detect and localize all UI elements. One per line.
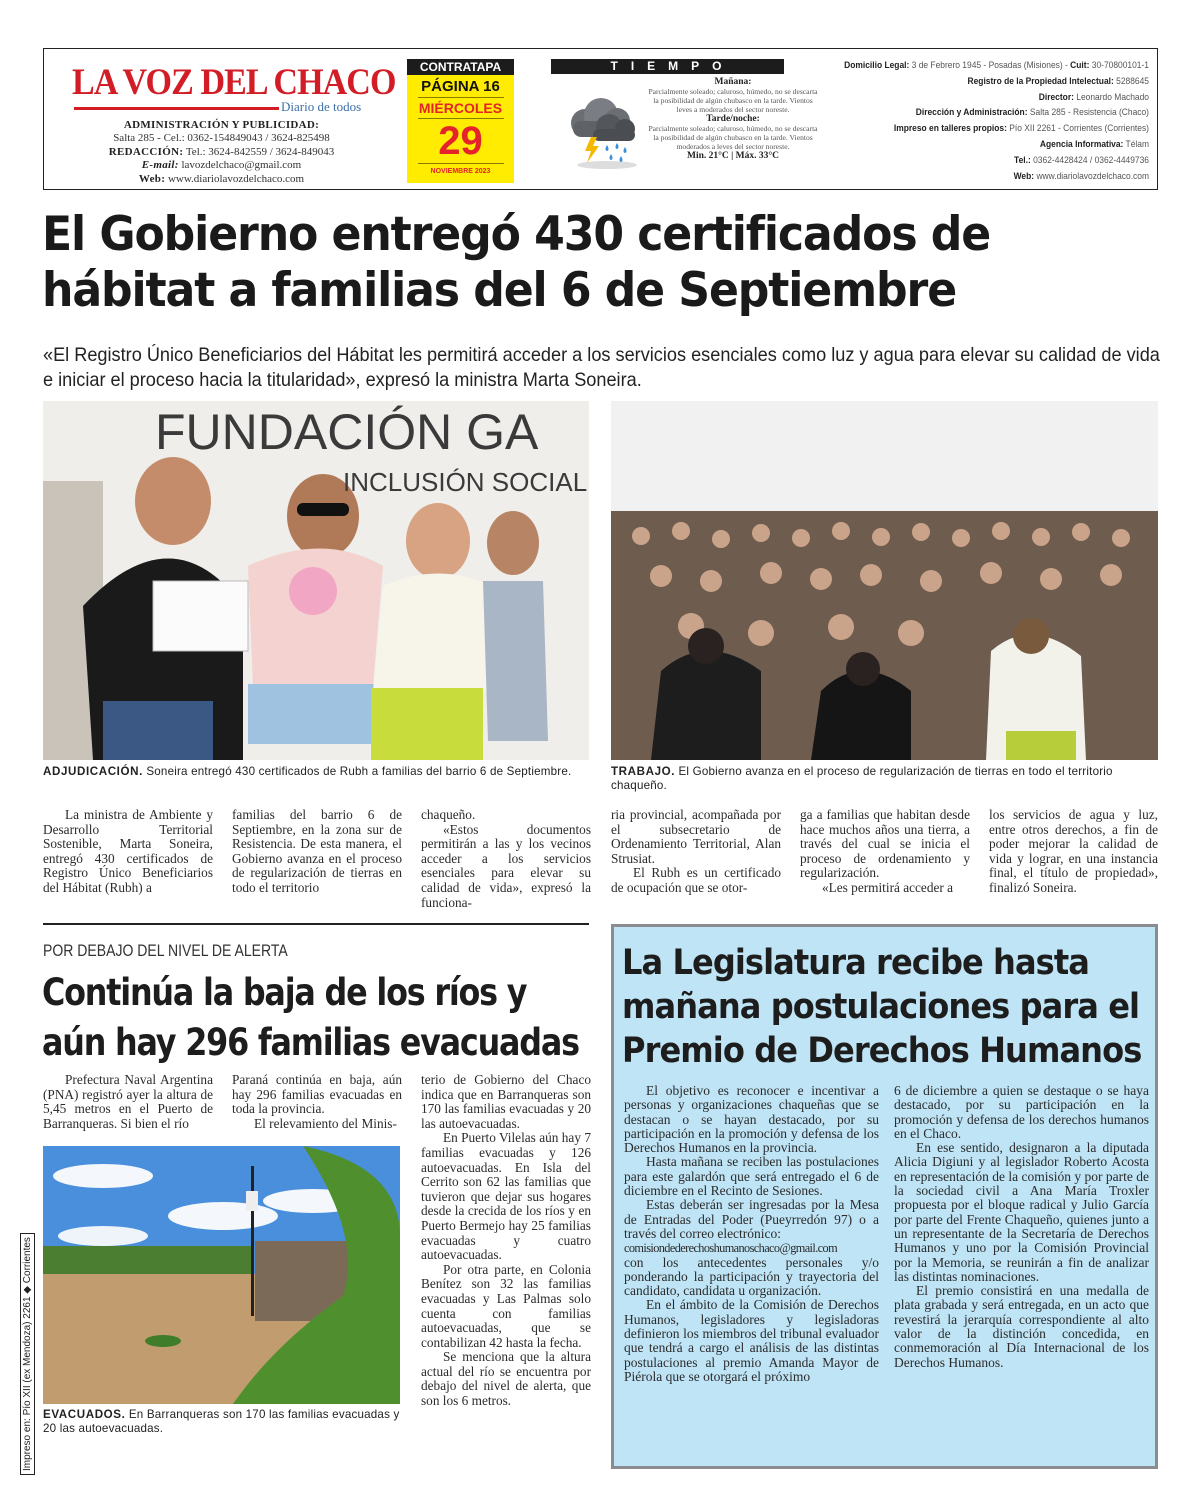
legal-value: 30-70800101-1 [1091,59,1149,70]
river-column-3 [421,1073,591,1409]
legal-info [825,57,1149,183]
photo-caption [611,765,1158,793]
month-year: NOVIEMBRE 2023 [430,168,491,175]
legal-value: 3 de Febrero 1945 - Posadas (Misiones) - [911,59,1068,70]
divider [418,163,504,164]
legal-value: Télam [1125,137,1149,149]
legal-label: Director: [1038,90,1074,102]
paragraph: Hasta mañana se reciben las postulaciones para este galardón que será entregado el 6 de diciembre en el Recinto de Sesiones. [624,1154,879,1199]
paragraph: El relevamiento del Minis- [254,1115,397,1131]
box-column-1 [624,1084,879,1384]
photo-illustration [43,1146,400,1404]
photo-river-barranqueras[interactable] [43,1146,400,1404]
redaccion-label: REDACCIÓN: [108,145,184,158]
contact-info [44,119,399,186]
caption-text: En Barranqueras son 170 las familias evacuadas y 20 las autoevacuadas. [43,1408,400,1435]
box-column-2 [894,1084,1149,1370]
paragraph: con los antecedentes personales y/o ponderando la participación y trayectoria del candidato, candidata u organización. [624,1254,879,1299]
legal-row [825,136,1149,152]
legal-label: Registro de la Propiedad Intelectual: [967,74,1114,86]
legal-label: Agencia Informativa: [1039,137,1124,149]
photo-caption [43,1408,400,1436]
caption-label: ADJUDICACIÓN. [43,765,143,778]
caption-label: TRABAJO. [611,765,676,778]
print-imprint: Impreso en: Pío XII (ex Mendoza) 2261 ◆ Corrientes [20,1233,35,1475]
logo-underline [74,107,279,110]
newspaper-logo[interactable]: LA VOZ DEL CHACO [72,62,396,103]
legal-row [825,73,1149,89]
divider [418,97,504,98]
headline-line: hábitat a familias del 6 de Septiembre [42,263,957,318]
lead-column-6 [989,808,1158,896]
paragraph: El objetivo es reconocer e incentivar a personas y organizaciones chaqueñas que se destacan o se hayan destacado, por su participación en la promoción y defensa de los Derechos Humanos en la provincia. [624,1083,879,1156]
river-column-1 [43,1073,213,1131]
paragraph: Paraná continúa en baja, aún hay 296 familias evacuadas en toda la provincia. [232,1072,402,1117]
paragraph: Por otra parte, en Colonia Benítez son 32 las familias evacuadas y Las Palmas solo cuenta con familias autoevacuadas, que se contabilizan 42 hasta la fecha. [421,1261,591,1350]
legal-row [825,104,1149,120]
weather-block [551,59,818,183]
legal-row [825,89,1149,105]
paragraph: ria provincial, acompañada por el subsecretario de Ordenamiento Territorial, Alan Strusiat. [611,807,781,866]
paragraph: El Rubh es un certificado de ocupación que se otor- [611,865,781,895]
temperature-range: Min. 21°C | Máx. 33°C [686,151,780,161]
paragraph: La ministra de Ambiente y Desarrollo Territorial Sostenible, Marta Soneira, entregó 430 certificados de Registro Único Beneficiarios del Hábitat (Rubh) a [43,807,213,895]
paragraph: 6 de diciembre a quien se destaque o se haya destacado, por su participación en la promoción y defensa de los derechos humanos en el Chaco. [894,1083,1149,1141]
paragraph: familias del barrio 6 de Septiembre, en la zona sur de Resistencia. De esta manera, el Gobierno avanza en el proceso de regularización de tierras en todo el territorio [232,807,402,895]
photo-certificate-handover[interactable] [43,401,589,760]
caption-text: Soneira entregó 430 certificados de Rubh a familias del barrio 6 de Septiembre. [146,765,572,778]
redaccion-value: Tel.: 3624-842559 / 3624-849043 [185,145,335,158]
paragraph: los servicios de agua y luz, entre otros derechos, a fin de poder mejorar la calidad de vida y lograr, en una instancia final, el título de propiedad», finalizó Soneira. [989,807,1158,895]
headline-line: aún hay 296 familias evacuadas [42,1021,579,1064]
headline-line: Premio de Derechos Humanos [622,1031,1142,1071]
email-link[interactable]: lavozdelchaco@gmail.com [181,159,302,172]
forecast-morning-text: Parcialmente soleado; caluroso, húmedo, no se descarta la posibilidad de algún chubasco en la tarde. Vientos leves a moderados del sector noreste. [648,87,818,114]
admin-value: Salta 285 - Cel.: 0362-154849043 / 3624-825498 [113,132,330,145]
headline-line: mañana postulaciones para el [622,987,1140,1027]
legal-label: Dirección y Administración: [915,106,1028,118]
lead-column-2 [232,808,402,896]
lead-subhead: «El Registro Único Beneficiarios del Hábitat les permitirá acceder a los servicios esenciales como luz y agua para elevar su calidad de vida e iniciar el proceso hacia la titularidad», expresó la ministra Marta Soneira. [43,344,1160,391]
legal-label: Cuit: [1070,59,1090,70]
legal-value: Leonardo Machado [1076,90,1149,102]
paragraph: «Estos documentos permitirán a las y los vecinos acceder a los servicios esenciales para elevar su calidad de vida», expresó la funciona- [421,821,591,910]
forecast-morning-label: Mañana: [714,77,752,87]
river-headline[interactable] [42,968,579,1068]
legal-link[interactable]: www.diariolavozdelchaco.com [1036,169,1149,181]
legal-label: Tel.: [1014,153,1031,165]
lead-column-4 [611,808,781,896]
legal-value: 5288645 [1116,74,1149,86]
legal-row [825,57,1149,73]
box-headline[interactable] [622,941,1142,1073]
forecast-evening-text: Parcialmente soleado; caluroso, húmedo, no se descarta la posibilidad de algún chubasco en la tarde. Vientos moderados a leves del sector noreste. [648,124,818,151]
web-label: Web: [138,172,166,185]
storm-cloud-icon [563,91,648,171]
weekday: MIÉRCOLES [418,100,503,116]
legal-label: Impreso en talleres propios: [893,122,1007,134]
paragraph: El premio consistirá en una medalla de plata grabada y será entregada, en un acto que revestirá la jerarquía correspondiente al alto valor de la distinción concedida, en conmemoración al Día Internacional de los Derechos Humanos. [894,1283,1149,1370]
legal-value: Pío XII 2261 - Corrientes (Corrientes) [1009,122,1149,134]
legal-row [825,152,1149,168]
photo-illustration [611,401,1158,760]
edition-date-block [407,59,514,183]
river-column-2 [232,1073,402,1131]
lead-column-3 [421,808,591,910]
admin-label: ADMINISTRACIÓN Y PUBLICIDAD: [123,119,320,131]
lead-column-5 [800,808,970,896]
paragraph: «Les permitirá acceder a [822,879,954,895]
paragraph: chaqueño. [421,807,476,822]
photo-caption [43,765,589,779]
legal-row [825,168,1149,184]
headline-line: El Gobierno entregó 430 certificados de [42,207,991,262]
day-number: 29 [438,119,483,163]
paragraph: Se menciona que la altura actual del río se encuentra por debajo del nivel de alerta, que son los 6 metros. [421,1349,591,1409]
email-link[interactable]: comisiondederechoshumanoschaco@gmail.com [624,1241,838,1256]
legislature-sidebar-box [611,924,1158,1469]
paragraph: Prefectura Naval Argentina (PNA) registró ayer la altura de 5,45 metros en el Puerto de Barranqueras. Si bien el río [43,1072,213,1131]
weather-title: TIEMPO [551,59,784,74]
legal-value: 0362-4428424 / 0362-4449736 [1033,153,1149,165]
logo-block [44,49,399,189]
lead-headline[interactable] [42,207,1104,319]
photo-sign-text: FUNDACIÓN GA [155,404,539,460]
caption-text: El Gobierno avanza en el proceso de regularización de tierras en todo el territorio chaqueño. [611,765,1113,792]
section-divider [43,923,589,925]
caption-label: EVACUADOS. [43,1408,126,1421]
photo-illustration [43,401,589,760]
paragraph: Estas deberán ser ingresadas por la Mesa de Entradas del Poder (Pueyrredón 97) o a través del correo electrónico: [624,1197,879,1241]
headline-line: Continúa la baja de los ríos y [42,971,527,1014]
forecast-evening-label: Tarde/noche: [706,114,760,124]
page-number: PÁGINA 16 [421,78,500,95]
paragraph: terio de Gobierno del Chaco indica que en Barranqueras son 170 las familias evacuadas y 20 las autoevacuadas. [421,1072,591,1131]
paragraph: En ese sentido, designaron a la diputada Alicia Digiuni y al legislador Roberto Acosta en representación de la comisión y por parte de la sociedad civil a Ana María Troxler propuesta por el bloque radical y Julio García por parte del Frente Chaqueño, quienes junto a un representante de la Secretaría de Derechos Humanos y uno por la Comisión Provincial por la Memoria, se reunirán a fin de analizar las distintas nominaciones. [894,1140,1149,1284]
story-kicker: POR DEBAJO DEL NIVEL DE ALERTA [43,942,288,960]
masthead [43,48,1158,190]
paragraph: En Puerto Vilelas aún hay 7 familias evacuadas y 126 autoevacuadas. En Isla del Cerrito son 62 las familias que tuvieron que dejar sus hogares desde la crecida de los ríos y en Puerto Bermejo hay 25 familias evacuadas y cuatro autoevacuadas. [421,1130,591,1263]
forecast [648,77,818,161]
photo-sign-text: INCLUSIÓN SOCIAL [343,467,588,497]
lead-column-1 [43,808,213,896]
paragraph: ga a familias que habitan desde hace muchos años una tierra, a través del cual se inicia el proceso de ordenamiento y regularización. [800,807,970,881]
paragraph: En el ámbito de la Comisión de Derechos Humanos, legisladores y legisladoras definieron los miembros del tribunal evaluador que tendrá a cargo el análisis de las distintas postulaciones al premio Amanda Mayor de Piérola que se otorgará el próximo [624,1297,879,1384]
section-label: CONTRATAPA [407,59,514,75]
legal-label: Web: [1013,169,1035,181]
email-label: E-mail: [141,159,179,172]
legal-row [825,120,1149,136]
legal-value: Salta 285 - Resistencia (Chaco) [1029,106,1149,118]
photo-assembly-crowd[interactable] [611,401,1158,760]
web-link[interactable]: www.diariolavozdelchaco.com [167,172,305,185]
headline-line: La Legislatura recibe hasta [622,943,1089,983]
logo-tagline: Diario de todos [281,99,362,114]
legal-label: Domicilio Legal: [844,59,910,70]
